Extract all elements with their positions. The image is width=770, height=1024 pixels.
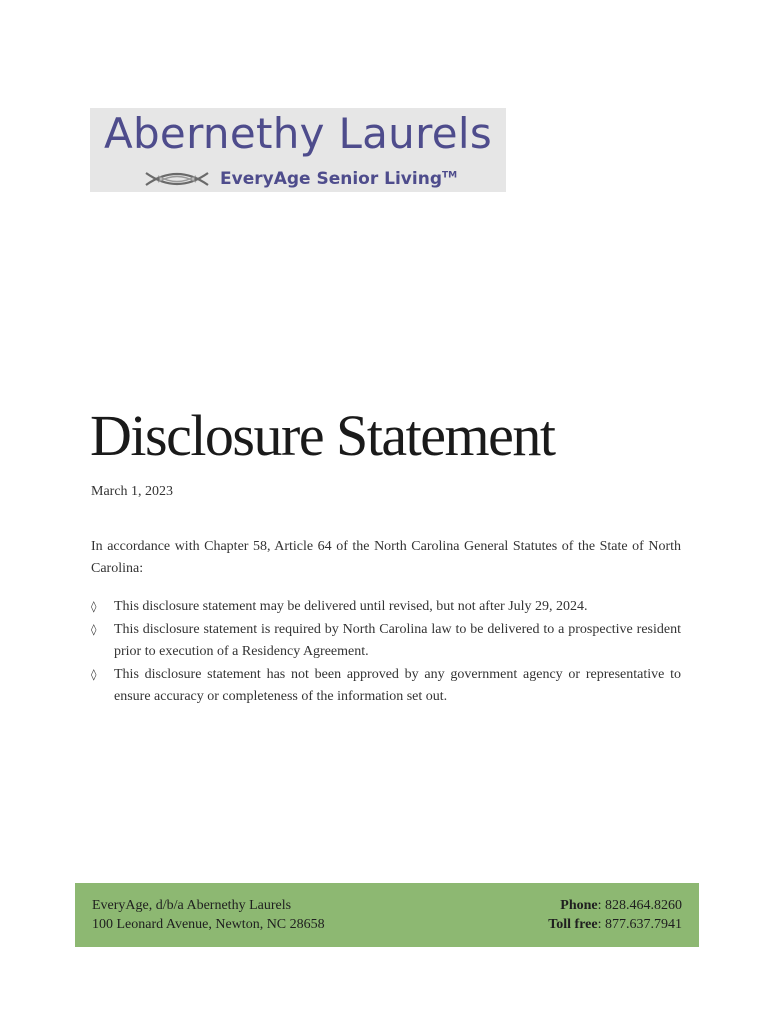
- footer-address-line: 100 Leonard Avenue, Newton, NC 28658: [92, 917, 325, 932]
- bullet-item: [91, 596, 681, 618]
- bullet-item: [91, 664, 681, 708]
- crossed-arcs-logo-icon: [144, 169, 210, 189]
- tollfree-number: 877.637.7941: [605, 917, 682, 932]
- bullet-text: This disclosure statement may be delivered until revised, but not after July 29, 2024.: [114, 599, 588, 614]
- footer-tollfree-line: Toll free: 877.637.7941: [548, 917, 682, 932]
- diamond-bullet-icon: ◊: [91, 623, 97, 636]
- footer-org-line: EveryAge, d/b/a Abernethy Laurels: [92, 898, 292, 913]
- footer-address-block: [92, 896, 325, 934]
- logo-name: Abernethy Laurels: [103, 109, 493, 158]
- document-date: March 1, 2023: [91, 484, 174, 499]
- contact-footer: [75, 883, 699, 947]
- bullet-text: This disclosure statement is required by North Carolina law to be delivered to a prospective resident prior to execution of a Residency Agreement.: [114, 622, 681, 659]
- intro-paragraph: In accordance with Chapter 58, Article 64 of the North Carolina General Statutes of the State of North Carolina:: [91, 539, 681, 576]
- tollfree-label: Toll free: [548, 917, 598, 932]
- diamond-bullet-icon: ◊: [91, 600, 97, 613]
- footer-contact-block: [548, 896, 682, 934]
- brand-logo: [90, 108, 506, 192]
- phone-label: Phone: [560, 898, 598, 913]
- logo-tagline: EveryAge Senior Living™: [220, 169, 458, 189]
- diamond-bullet-icon: ◊: [91, 668, 97, 681]
- disclosure-bullet-list: [91, 596, 681, 709]
- logo-tag-row: [144, 168, 457, 190]
- trademark-symbol: TM: [442, 170, 458, 181]
- bullet-item: [91, 619, 681, 663]
- phone-number: 828.464.8260: [605, 898, 682, 913]
- document-title: Disclosure Statement: [90, 403, 555, 468]
- bullet-text: This disclosure statement has not been approved by any government agency or representative to ensure accuracy or completeness of the information set out.: [114, 667, 681, 704]
- footer-phone-line: Phone: 828.464.8260: [560, 898, 682, 913]
